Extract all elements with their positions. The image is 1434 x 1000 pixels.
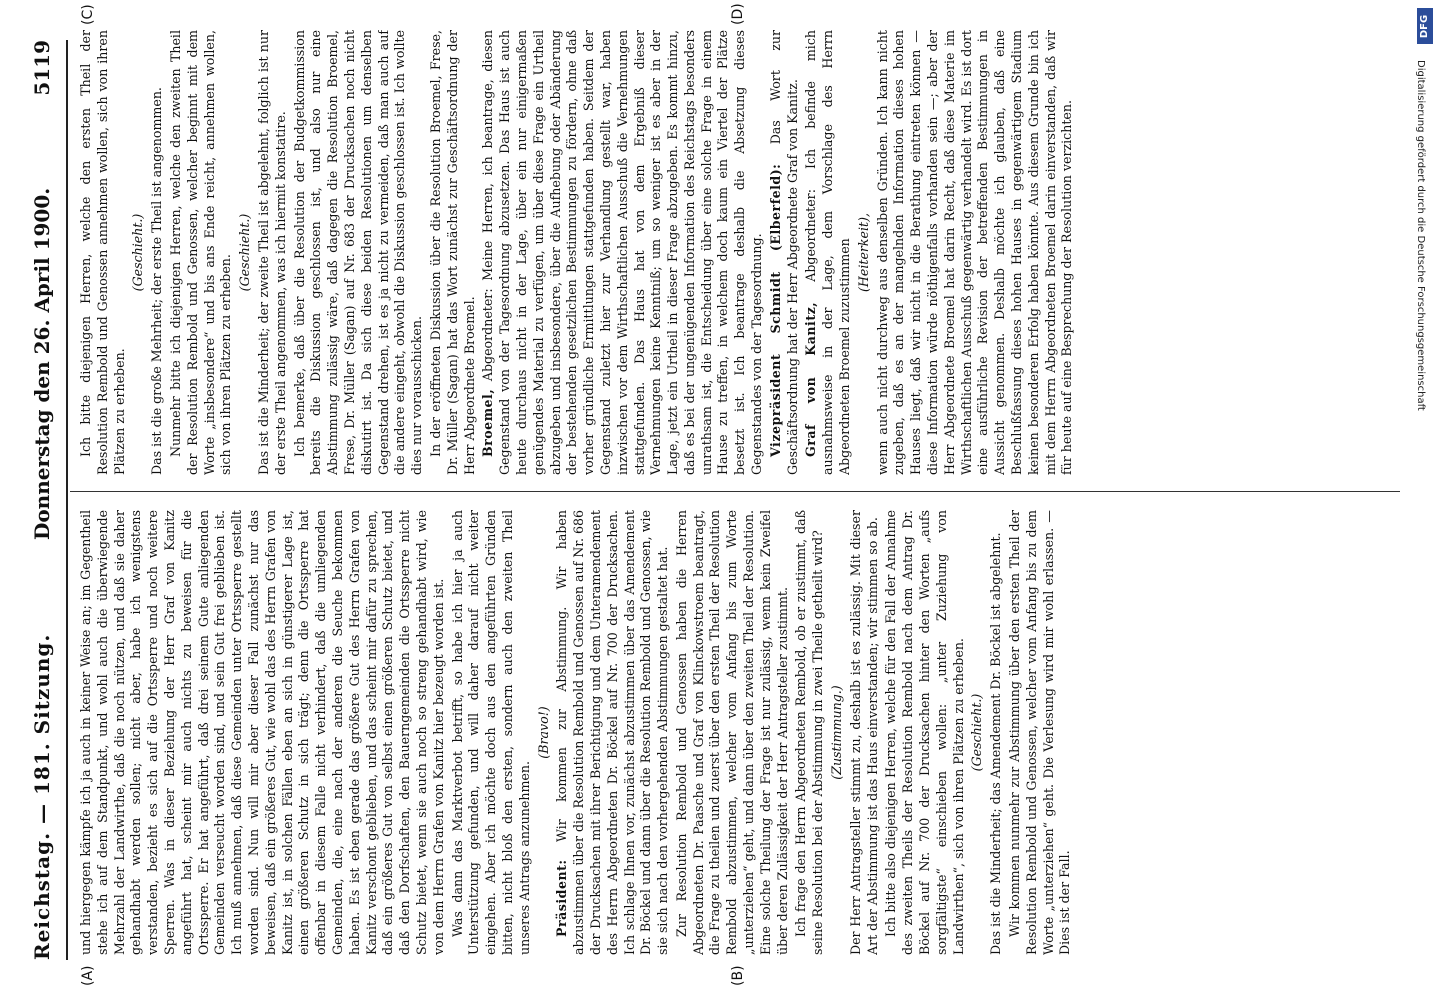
paragraph [480,30,766,475]
interjection: (Geschieht.) [237,213,253,292]
left-column [78,510,1398,955]
paragraph: Das ist die Minderheit; der zweite Theil ist abgelehnt, folglich ist nur der erste Theil angenommen, was ich hiermit konstatire. [255,30,288,475]
paragraph: Nunmehr bitte ich diejenigen Herren, welche den zweiten Theil der Resolution Rembold und Genossen, welcher beginnt mit dem Worte „insbesondere“ und bis ans Ende reicht, annehmen wollen, sich von ihren Plätzen zu erheben. [167,30,234,475]
speech-text: Abgeordneter: Ich befinde mich ausnahmsweise in der Lage, dem Vorschlage des Herrn Abgeordneten Broemel zuzustimmen [803,30,853,475]
speaker-name: Vizepräsident Schmidt (Elberfeld): [767,163,783,457]
speaker-name: Präsident: [554,859,570,937]
margin-marker-b: (B) [730,965,746,986]
speaker-name: Broemel, [480,388,496,457]
column-divider [70,491,1400,492]
interjection: (Geschieht.) [969,693,985,772]
header-session: Reichstag. — 181. Sitzung. [30,633,54,960]
paragraph: Zur Resolution Rembold und Genossen haben die Herren Abgeordneten Dr. Paasche und Graf von Klinckowstroem beantragt, die Frage zu theilen und zuerst über den ersten Theil der Resolution Rembold abzustimmen, welcher vom Anfang bis zum Worte „unterziehen“ geht, und dann über den zweiten Theil der Resolution. Eine solche Theilung der Frage ist nur zulässig, wenn kein Zweifel über deren Zulässigkeit der Herr Antragsteller zustimmt. [673,510,790,955]
interjection: (Bravo!) [535,706,551,759]
paragraph: Das ist die Minderheit; das Amendement Dr. Böckel ist abgelehnt. [988,532,1004,955]
paragraph: Ich bitte also diejenigen Herren, welche für den Fall der Annahme des zweiten Theils der Resolution Rembold nach dem Antrag Dr. Böckel auf Nr. 700 der Drucksachen hinter den Worten „aufs sorgfältigste“ einschieben wollen: „unter Zuziehung von Landwirthen“, sich von ihren Plätzen zu erheben. [883,510,966,955]
margin-marker-d: (D) [730,3,746,25]
interjection: (Heiterkeit), [855,213,871,292]
margin-marker-a: (A) [80,965,96,986]
paragraph: Das ist die große Mehrheit; der erste Theil ist angenommen. [149,87,165,475]
interjection: (Zustimmung.) [829,685,845,780]
paragraph: Wir kommen nunmehr zur Abstimmung über den ersten Theil der Resolution Rembold und Genossen, welcher vom Anfang bis zu dem Worte „unterziehen“ geht. Die Verlesung wird mir wohl erlassen. — Dies ist der Fall. [1007,510,1073,955]
page-number: 5119 [30,40,54,96]
header-date: Donnerstag den 26. April 1900. [30,187,54,540]
paragraph: Ich bitte diejenigen Herren, welche den ersten Theil der Resolution Rembold und Genossen annehmen wollen, sich von ihren Plätzen zu erheben. [78,30,127,475]
speech-text: Das Wort zur Geschäftsordnung hat der Herr Abgeordnete Graf von Kanitz. [767,30,800,475]
paragraph: Ich frage den Herrn Abgeordneten Rembold, ob er zustimmt, daß seine Resolution bei der Abstimmung in zwei Theile getheilt wird? [793,510,826,955]
paragraph [768,30,802,475]
paragraph: und hiergegen kämpfe ich ja auch in keiner Weise an; im Gegentheil stehe ich auf dem Standpunkt, und wohl auch die überwiegende Mehrzahl der Landwirthe, daß die noch nützen, und daß sie daher gehandhabt werden sollen; nicht aber, habe ich wenigstens verstanden, bezieht es sich auf die Ortssperre und noch weitere Sperren. Was in dieser Beziehung der Herr Graf von Kanitz angeführt hat, scheint mir auch nichts zu beweisen für die Ortssperre. Er hat angeführt, daß drei seinem Gute anliegenden Gemeinden verseucht worden sind, und sein Gut frei geblieben ist. Ich muß annehmen, daß diese Gemeinden unter Ortssperre gestellt worden sind. Nun will mir aber dieser Fall zunächst nur das beweisen, daß ein größeres Gut, wie wohl das des Herrn Grafen von Kanitz ist, in solchen Fällen eben an sich in günstigerer Lage ist, einen größeren Schutz in sich trägt; denn die Ortssperre hat offenbar in diesem Falle nicht verhindert, daß die umliegenden Gemeinden, die, eine nach der anderen die Seuche bekommen haben. Es ist eben gerade das größere Gut des Herrn Grafen von Kanitz verschont geblieben, und das scheint mir dafür zu sprechen, daß ein größeres Gut von selbst einen größeren Schutz bietet, und daß den Dorfschaften, den Bauerngemeinden die Ortssperre nicht Schutz bietet, wenn sie auch noch so streng gehandhabt wird, wie von dem Herrn Grafen von Kanitz hier bezeugt worden ist. [78,510,446,955]
paragraph: In der eröffneten Diskussion über die Resolution Broemel, Frese, Dr. Müller (Sagan) hat das Wort zunächst zur Geschäftsordnung der Herr Abgeordnete Broemel. [427,30,477,475]
paragraph [803,30,853,475]
page-header [20,40,68,960]
dfg-logo-text: DFG [1419,14,1431,38]
margin-marker-c: (C) [80,4,96,25]
paragraph: Was dann das Marktverbot betrifft, so habe ich hier ja auch Unterstützung gefunden, und will daher darauf nicht weiter eingehen. Aber ich möchte doch aus den angeführten Gründen bitten, nicht bloß den ersten, sondern auch den zweiten Theil unseres Antrags anzunehmen. [449,510,532,955]
paragraph: wenn auch nicht durchweg aus denselben Gründen. Ich kann nicht zugeben, daß es an der mangelnden Information dieses hohen Hauses liegt, daß wir nicht in die Berathung eintreten können — diese Information würde nöthigenfalls vorhanden sein —; aber der Herr Abgeordnete Broemel hat darin Recht, daß diese Materie im Wirthschaftlichen Ausschuß gegenwärtig verhandelt wird. Es ist dort eine ausführliche Revision der betreffenden Bestimmungen in Aussicht genommen. Deshalb möchte ich glauben, daß eine Beschlußfassung dieses hohen Hauses in gegenwärtigem Stadium keinen besonderen Erfolg haben könnte. Aus diesem Grunde bin ich mit dem Herrn Abgeordneten Broemel darin einverstanden, daß wir für heute auf eine Besprechung der Resolution verzichten. [874,30,1075,475]
digitization-credit [1415,60,1427,411]
dfg-logo [1417,8,1433,44]
paragraph: Der Herr Antragsteller stimmt zu, deshalb ist es zulässig. Mit dieser Art der Abstimmung ist das Haus einverstanden; wir stimmen so ab. [847,510,880,955]
speaker-name: Graf von Kanitz, [803,301,819,457]
paragraph [554,510,672,955]
speech-text: Wir kommen zur Abstimmung. Wir haben abzustimmen über die Resolution Rembold und Genossen auf Nr. 686 der Drucksachen mit ihrer Berichtigung und dem Unteramendement des Herrn Abgeordneten Dr. Böckel auf Nr. 700 der Drucksachen. Ich schlage Ihnen vor, zunächst abzustimmen über das Amendement Dr. Böckel und dann über die Resolution Rembold und Genossen, wie sie sich nach den vorhergehenden Abstimmungen gestaltet hat. [554,510,671,955]
paragraph: Ich bemerke, daß über die Resolution der Budgetkommission bereits die Diskussion geschlossen ist, und also nur eine Abstimmung zulässig wäre, daß dagegen die Resolution Broemel, Frese, Dr. Müller (Sagan) auf Nr. 683 der Drucksachen noch nicht diskutirt ist. Da sich diese beiden Resolutionen um denselben Gegenstand drehen, ist es ja nicht zu vermeiden, daß man auch auf die andere eingeht, obwohl die Diskussion geschlossen ist. Ich wollte dies nur vorausschicken. [291,30,425,475]
interjection: (Geschieht.) [130,213,146,292]
credit-text: Digitalisierung gefördert durch die Deutsche Forschungsgemeinschaft [1415,60,1426,411]
right-column [78,30,1398,475]
speech-text: Abgeordneter: Meine Herren, ich beantrage, diesen Gegenstand von der Tagesordnung abzusetzen. Das Haus ist auch heute durchaus nicht in der Lage, über ein nur einigermaßen genügendes Material zu verfügen, um über diese Frage ein Urtheil abzugeben und insbesondere, über die Aufhebung oder Abänderung der bestehenden gesetzlichen Bestimmungen zu fördern, ohne daß vorher gründliche Ermittlungen stattgefunden haben. Seitdem der Gegenstand zuletzt hier zur Verhandlung gestellt war, haben inzwischen vor dem Wirthschaftlichen Ausschuß die Vernehmungen stattgefunden. Das Haus hat von dem Ergebniß dieser Vernehmungen keine Kenntniß; um so weniger ist es aber in der Lage, jetzt ein Urtheil in dieser Frage abzugeben. Es kommt hinzu, daß es bei der ungenügenden Information des Reichstags besonders unrathsam ist, die Entscheidung über eine solche Frage in einem Hause zu treffen, in welchem doch kaum ein Viertel der Plätze besetzt ist. Ich beantrage deshalb die Absetzung dieses Gegenstandes von der Tagesordnung. [480,30,765,475]
